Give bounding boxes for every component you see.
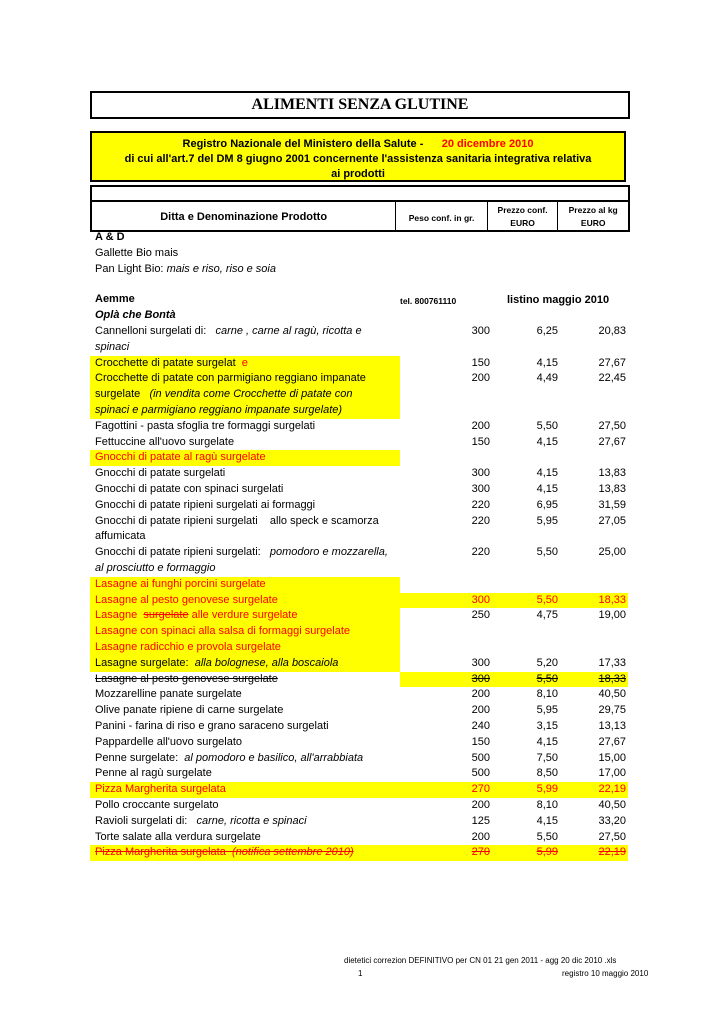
header-weight: Peso conf. in gr.	[396, 202, 487, 230]
row-kg-price: 29,75	[598, 704, 626, 717]
row-desc-main: Torte salate alla verdura surgelate	[95, 830, 261, 843]
row-pack-price: 5,99	[536, 846, 558, 859]
row-desc-main: Pollo croccante surgelato	[95, 798, 219, 811]
row-desc-main: Crocchette di patate con parmigiano reggiano impanate	[95, 372, 366, 385]
row-desc-main: Lasagne radicchio e provola surgelate	[95, 640, 281, 653]
row-pack-price: 4,15	[536, 482, 558, 495]
row-desc-main: Olive panate ripiene di carne surgelate	[95, 704, 284, 717]
row-desc-main: Crocchette di patate surgelat	[95, 356, 236, 369]
row-kg-price: 27,67	[598, 356, 626, 369]
table-row	[90, 466, 630, 482]
row-pack-price: 8,10	[536, 688, 558, 701]
row-weight: 220	[471, 514, 490, 527]
row-kg-price: 27,67	[598, 735, 626, 748]
row-desc-main: Ravioli surgelati di:	[95, 814, 188, 827]
row-weight: 150	[471, 356, 490, 369]
table-row	[90, 450, 630, 466]
row-description	[95, 656, 338, 672]
table-row	[90, 766, 630, 782]
row-kg-price: 22,45	[598, 372, 626, 385]
table-row	[90, 782, 630, 798]
row-description	[95, 387, 352, 403]
header-kg-price-label: Prezzo al kg	[568, 205, 618, 215]
row-desc-variant-rest: olognese, alla boscaiola	[221, 656, 339, 669]
row-desc-main: Fettuccine all'uovo surgelate	[95, 435, 235, 448]
row-desc-variant: pomodoro e mozzarella,	[269, 546, 388, 559]
row-description	[95, 814, 307, 830]
table-row	[90, 435, 630, 451]
table-row	[90, 387, 630, 403]
table-row	[90, 356, 630, 372]
row-weight: 200	[471, 688, 490, 701]
row-kg-price: 17,33	[598, 656, 626, 669]
table-row	[90, 561, 630, 577]
company-aemme-listino: listino maggio 2010	[507, 294, 610, 306]
row-kg-price: 22,19	[598, 783, 626, 796]
registry-text: Registro Nazionale del Ministero della Salute -	[182, 138, 424, 150]
row-weight: 300	[471, 593, 490, 606]
row-pack-price: 4,15	[536, 467, 558, 480]
row-kg-price: 13,83	[598, 482, 626, 495]
row-weight: 220	[471, 546, 490, 559]
row-desc-variant: alla b	[194, 656, 221, 669]
row-kg-price: 18,33	[598, 672, 626, 685]
row-desc-main: Gnocchi di patate ripieni surgelati	[95, 514, 258, 527]
row-desc-main: Fagottini - pasta sfoglia tre formaggi surgelati	[95, 419, 316, 432]
table-row	[90, 482, 630, 498]
header-kg-price	[558, 202, 628, 230]
header-pack-price-label: Prezzo conf.	[497, 205, 548, 215]
row-weight: 150	[471, 435, 490, 448]
row-desc-main: Panini - farina di riso e grano saraceno surgelati	[95, 719, 329, 732]
row-pack-price: 8,50	[536, 767, 558, 780]
product-pan-light-variants: mais e riso, riso e soia	[166, 263, 276, 275]
row-pack-price: 4,75	[536, 609, 558, 622]
table-row	[90, 798, 630, 814]
row-weight: 500	[471, 751, 490, 764]
row-pack-price: 5,50	[536, 546, 558, 559]
company-ad: A & D	[95, 231, 125, 243]
row-kg-price: 40,50	[598, 798, 626, 811]
row-kg-price: 27,05	[598, 514, 626, 527]
row-weight: 300	[471, 467, 490, 480]
registry-date: 20 dicembre 2010	[441, 138, 534, 150]
row-pack-price: 5,50	[536, 419, 558, 432]
row-kg-price: 40,50	[598, 688, 626, 701]
row-description	[95, 514, 379, 530]
table-row	[90, 608, 630, 624]
row-description	[95, 608, 297, 624]
row-weight: 200	[471, 419, 490, 432]
table-row	[90, 830, 630, 846]
registry-line-2: di cui all'art.7 del DM 8 giugno 2001 concernente l'assistenza sanitaria integrativa relativa	[124, 153, 592, 165]
row-pack-price: 5,50	[536, 593, 558, 606]
row-desc-main: Pizza Margherita surgelata	[95, 783, 226, 796]
row-weight: 150	[471, 735, 490, 748]
header-pack-price	[488, 202, 559, 230]
table-row	[90, 577, 630, 593]
table-row	[90, 529, 630, 545]
row-weight: 200	[471, 798, 490, 811]
registry-banner	[90, 131, 626, 182]
table-row	[90, 703, 630, 719]
row-kg-price: 25,00	[598, 546, 626, 559]
row-desc-variant: al pomodoro e basilico, all'arrabbiata	[184, 751, 364, 764]
row-pack-price: 4,15	[536, 814, 558, 827]
row-desc-main: Gnocchi di patate al ragù surgelate	[95, 451, 266, 464]
row-desc-note: spinaci e parmigiano reggiano impanate surgelate)	[95, 403, 343, 416]
row-weight: 220	[471, 498, 490, 511]
registry-line-1	[92, 137, 624, 152]
row-desc-main: Lasagne al pesto genovese surgelate	[95, 672, 278, 685]
row-desc-main: Lasagne surgelate:	[95, 656, 189, 669]
row-desc-main: Penne surgelate:	[95, 751, 179, 764]
table-row	[90, 324, 630, 340]
table-row	[90, 545, 630, 561]
row-weight: 300	[471, 482, 490, 495]
row-pack-price: 4,15	[536, 356, 558, 369]
row-desc-struck: surgelate	[143, 609, 189, 622]
registry-line-3: ai prodotti	[331, 168, 385, 180]
table-row	[90, 403, 630, 419]
row-description	[95, 845, 354, 861]
row-desc-variant: carne , carne al ragù, ricotta e	[215, 325, 362, 337]
row-highlight	[400, 672, 628, 688]
row-weight: 300	[471, 325, 490, 337]
row-desc-main: Gnocchi di patate con spinaci surgelati	[95, 482, 284, 495]
row-desc-main: Lasagne con spinaci alla salsa di formaggi surgelate	[95, 625, 350, 638]
table-row	[90, 845, 630, 861]
row-pack-price: 3,15	[536, 719, 558, 732]
row-desc-main: Gnocchi di patate ripieni surgelati:	[95, 546, 261, 559]
company-aemme: Aemme	[95, 293, 135, 305]
row-pack-price: 8,10	[536, 798, 558, 811]
row-pack-price: 5,50	[536, 672, 558, 685]
row-kg-price: 31,59	[598, 498, 626, 511]
row-desc-main: Penne al ragù surgelate	[95, 767, 212, 780]
row-weight: 300	[471, 672, 490, 685]
row-desc-main: Gnocchi di patate surgelati	[95, 467, 226, 480]
row-desc-main: Lasagne	[95, 609, 138, 622]
header-kg-price-unit: EURO	[580, 218, 606, 228]
row-pack-price: 5,20	[536, 656, 558, 669]
row-pack-price: 4,49	[536, 372, 558, 385]
row-kg-price: 22,19	[598, 846, 626, 859]
row-pack-price: 7,50	[536, 751, 558, 764]
table-row	[90, 340, 630, 356]
table-row	[90, 498, 630, 514]
row-description	[95, 545, 388, 561]
brand-opla: Oplà che Bontà	[95, 309, 176, 321]
product-pan-light	[95, 262, 276, 278]
row-kg-price: 27,67	[598, 435, 626, 448]
header-pack-price-unit: EURO	[510, 218, 535, 228]
row-desc-main: Pizza Margherita surgelata	[95, 846, 226, 859]
table-row	[90, 640, 630, 656]
row-kg-price: 18,33	[598, 593, 626, 606]
table-row	[90, 735, 630, 751]
table-header	[90, 200, 630, 232]
row-weight: 240	[471, 719, 490, 732]
row-desc-note: (in vendita come Crocchette di patate con	[149, 388, 353, 401]
row-desc-main: Lasagne ai funghi porcini surgelate	[95, 577, 266, 590]
header-product: Ditta e Denominazione Prodotto	[92, 202, 396, 230]
row-kg-price: 20,83	[598, 325, 626, 337]
row-desc-variant: al prosciutto e formaggio	[95, 561, 216, 574]
table-row	[90, 687, 630, 703]
row-kg-price: 33,20	[598, 814, 626, 827]
row-desc-note: (notifica settembre 2010)	[231, 846, 354, 859]
row-weight: 270	[471, 846, 490, 859]
footer-filename: dietetici correzion DEFINITIVO per CN 01 21 gen 2011 - agg 20 dic 2010 .xls	[344, 956, 617, 965]
row-kg-price: 27,50	[598, 830, 626, 843]
row-desc-main: Lasagne al pesto genovese surgelate	[95, 593, 278, 606]
row-weight: 250	[471, 609, 490, 622]
row-kg-price: 17,00	[598, 767, 626, 780]
row-weight: 300	[471, 656, 490, 669]
row-desc-main: surgelate	[95, 388, 141, 401]
row-pack-price: 4,15	[536, 435, 558, 448]
row-description	[95, 751, 363, 767]
row-kg-price: 13,83	[598, 467, 626, 480]
table-row	[90, 751, 630, 767]
row-pack-price: 5,95	[536, 704, 558, 717]
footer-registro: registro 10 maggio 2010	[562, 969, 649, 978]
row-weight: 200	[471, 830, 490, 843]
row-description	[95, 356, 248, 372]
row-pack-price: 6,25	[536, 325, 558, 337]
row-kg-price: 15,00	[598, 751, 626, 764]
row-weight: 125	[471, 814, 490, 827]
row-weight: 200	[471, 372, 490, 385]
row-desc-variant: allo speck e scamorza	[269, 514, 379, 527]
row-desc-main: Cannelloni surgelati di:	[95, 325, 207, 337]
row-kg-price: 19,00	[598, 609, 626, 622]
row-pack-price: 4,15	[536, 735, 558, 748]
row-weight: 270	[471, 783, 490, 796]
row-pack-price: 5,50	[536, 830, 558, 843]
product-pan-light-name: Pan Light Bio:	[95, 263, 164, 275]
table-row	[90, 719, 630, 735]
table-row	[90, 624, 630, 640]
row-weight: 500	[471, 767, 490, 780]
row-desc-main: Pappardelle all'uovo surgelato	[95, 735, 243, 748]
table-row	[90, 371, 630, 387]
row-desc-rest: alle verdure surgelate	[191, 609, 298, 622]
product-gallette: Gallette Bio mais	[95, 247, 179, 259]
table-row	[90, 514, 630, 530]
table-row	[90, 672, 630, 688]
row-desc-suffix: e	[241, 356, 248, 369]
row-desc-variant: spinaci	[95, 340, 130, 353]
page-title: ALIMENTI SENZA GLUTINE	[90, 91, 630, 119]
table-row	[90, 593, 630, 609]
row-pack-price: 5,99	[536, 783, 558, 796]
table-row	[90, 656, 630, 672]
row-description	[95, 324, 362, 340]
table-row	[90, 814, 630, 830]
product-list	[90, 324, 630, 861]
company-aemme-tel: tel. 800761110	[400, 296, 457, 306]
row-desc-variant: carne, ricotta e spinaci	[196, 814, 307, 827]
table-row	[90, 419, 630, 435]
footer-page-number: 1	[358, 969, 363, 978]
row-kg-price: 27,50	[598, 419, 626, 432]
row-kg-price: 13,13	[598, 719, 626, 732]
row-pack-price: 5,95	[536, 514, 558, 527]
row-desc-main: affumicata	[95, 530, 146, 543]
row-desc-main: Gnocchi di patate ripieni surgelati ai formaggi	[95, 498, 316, 511]
row-desc-main: Mozzarelline panate surgelate	[95, 688, 242, 701]
row-weight: 200	[471, 704, 490, 717]
row-pack-price: 6,95	[536, 498, 558, 511]
